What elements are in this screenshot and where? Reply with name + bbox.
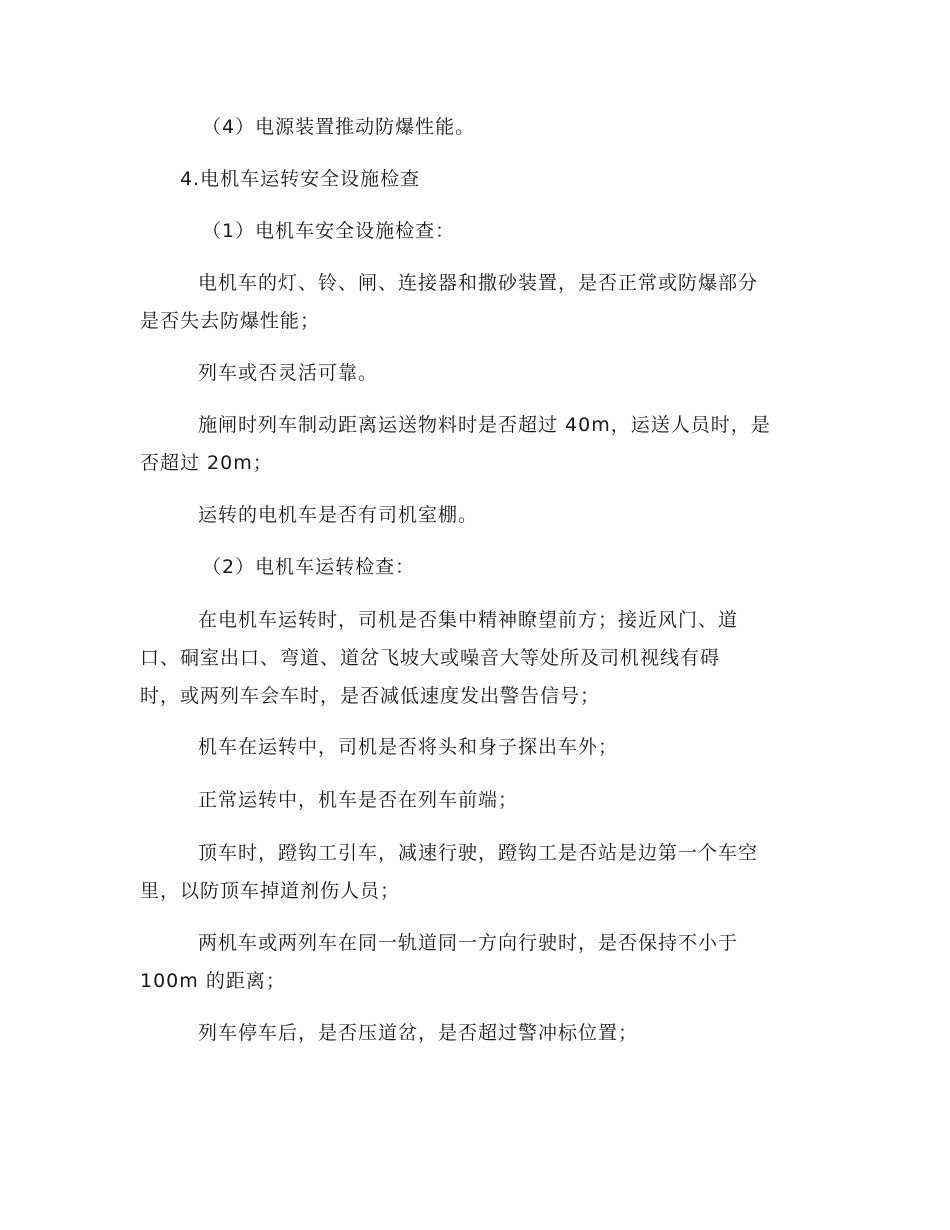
- subsection-heading-1: [140, 212, 810, 250]
- paragraph-driver-cab: [140, 496, 810, 534]
- paragraph-locomotive-position: [140, 781, 810, 819]
- paragraph-pushing-cars: [140, 834, 810, 910]
- paragraph-line: （1）电机车安全设施检查：: [202, 220, 456, 242]
- paragraph-line: 是否失去防爆性能；: [140, 310, 321, 332]
- paragraph-line: （4）电源装置推动防爆性能。: [202, 116, 476, 138]
- paragraph-line: 口、硐室出口、弯道、道岔飞坡大或噪音大等处所及司机视线有碍: [140, 647, 721, 669]
- paragraph-line: 电机车的灯、铃、闸、连接器和撒砂装置，是否正常或防爆部分: [198, 272, 759, 294]
- paragraph-line: 100m 的距离；: [140, 970, 286, 992]
- paragraph-line: 施闸时列车制动距离运送物料时是否超过 40m，运送人员时，是: [198, 414, 771, 436]
- paragraph-braking-distance: [140, 406, 810, 482]
- paragraph-line: 机车在运转中，司机是否将头和身子探出车外；: [198, 736, 619, 758]
- paragraph-stopping-position: [140, 1014, 810, 1052]
- section-heading-4: [140, 160, 810, 198]
- paragraph-driver-attention: [140, 601, 810, 715]
- paragraph-driver-posture: [140, 728, 810, 766]
- paragraph-safety-devices: [140, 264, 810, 340]
- paragraph-line: （2）电机车运转检查：: [202, 556, 416, 578]
- paragraph-train-flexibility: [140, 354, 810, 392]
- paragraph-line: 4.电机车运转安全设施检查: [180, 168, 421, 190]
- paragraph-line: 运转的电机车是否有司机室棚。: [198, 504, 479, 526]
- paragraph-line: 否超过 20m；: [140, 452, 273, 474]
- paragraph-line: 正常运转中，机车是否在列车前端；: [198, 789, 519, 811]
- paragraph-line: 列车停车后，是否压道岔，是否超过警冲标位置；: [198, 1022, 639, 1044]
- paragraph-line: 列车或否灵活可靠。: [198, 362, 379, 384]
- paragraph-line: 时，或两列车会车时，是否减低速度发出警告信号；: [140, 685, 601, 707]
- paragraph-following-distance: [140, 924, 810, 1000]
- paragraph-item-4: [140, 108, 810, 146]
- subsection-heading-2: [140, 548, 810, 586]
- paragraph-line: 在电机车运转时，司机是否集中精神瞭望前方；接近风门、道: [198, 609, 739, 631]
- paragraph-line: 顶车时，蹬钩工引车，减速行驶，蹬钩工是否站是边第一个车空: [198, 842, 759, 864]
- paragraph-line: 里，以防顶车掉道剂伤人员；: [140, 880, 401, 902]
- paragraph-line: 两机车或两列车在同一轨道同一方向行驶时，是否保持不小于: [198, 932, 739, 954]
